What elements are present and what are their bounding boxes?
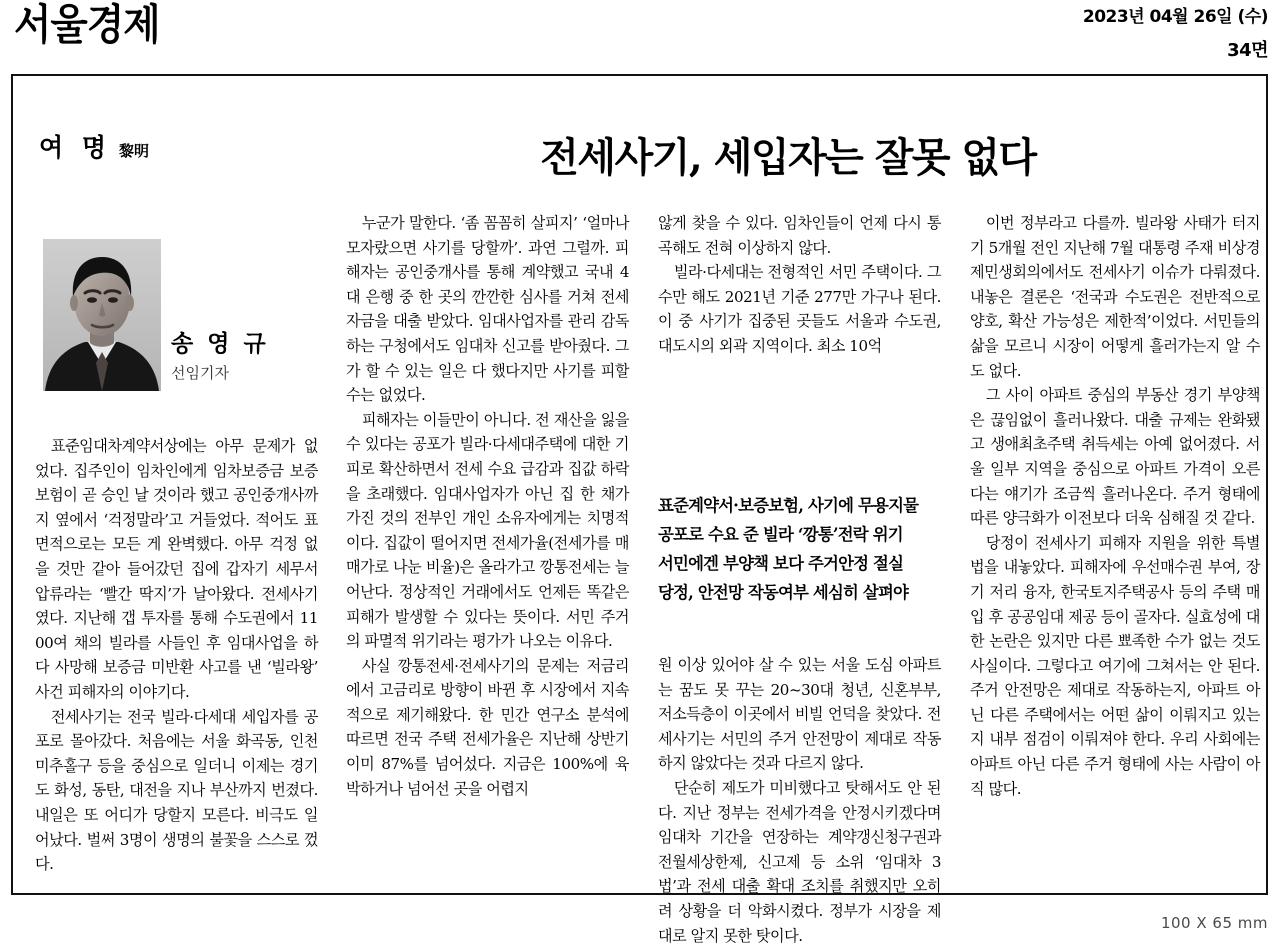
paragraph: 원 이상 있어야 살 수 있는 서울 도심 아파트는 꿈도 못 꾸는 20~30대 청년, 신혼부부, 저소득층이 이곳에서 비빌 언덕을 찾았다. 전세사기는 서민의 주거 안전망이 제대로 작동하지 않았다는 것과 다르지 않다. [658,656,941,773]
paragraph: 전세사기는 전국 빌라·다세대 세입자를 공포로 몰아갔다. 처음에는 서울 화곡동, 인천 미추홀구 등을 중심으로 일더니 이제는 경기도 화성, 동탄, 대전을 지나 부산까지 번졌다. 내일은 또 어디가 당할지 모른다. 비극도 일어났다. 벌써 3명이 생명의 불꽃을 스스로 껐다. [35,707,318,874]
paragraph: 사실 깡통전세·전세사기의 문제는 저금리에서 고금리로 방향이 바뀐 후 시장에서 지속적으로 제기해왔다. 한 민간 연구소 분석에 따르면 전국 주택 전세가율은 지난해 상반기 이미 87%를 넘어섰다. 지금은 100%에 육박하거나 넘어선 곳을 어렵지 [346,656,629,798]
masthead-meta [1083,8,1268,62]
pull-quote-line: 당정, 안전망 작동여부 세심히 살펴야 [658,583,909,602]
body-column-1 [35,434,318,877]
body-column-4 [970,211,1260,801]
pull-quote [658,491,948,607]
pull-quote-line: 서민에겐 부양책 보다 주거안정 절실 [658,554,904,573]
column-series-label-hanja: 黎明 [119,142,150,160]
paragraph: 그 사이 아파트 중심의 부동산 경기 부양책은 끊임없이 흘러나왔다. 대출 규제는 완화됐고 생애최초주택 취득세는 아예 없어졌다. 서울 일부 지역을 중심으로 아파트 가격이 오른다는 얘기가 조금씩 흘러나온다. 주거 형태에 따른 양극화가 이전보다 더욱 심해질 것 같다. [970,386,1260,528]
paragraph: 빌라·다세대는 전형적인 서민 주택이다. 그 수만 해도 2021년 기준 277만 가구나 된다. 이 중 사기가 집중된 곳들도 서울과 수도권, 대도시의 외곽 지역이다. 최소 10억 [658,263,941,355]
paragraph: 피해자는 이들만이 아니다. 전 재산을 잃을 수 있다는 공포가 빌라·다세대주택에 대한 기피로 확산하면서 전세 수요 급감과 집값 하락을 초래했다. 임대사업자가 아닌 집 한 채가 가진 것의 전부인 개인 소유자에게는 치명적이다. 집값이 떨어지면 전세가율(전세가를 매매가로 나눈 비율)은 올라가고 깡통전세는 늘어난다. 정상적인 거래에서도 언제든 똑같은 피해가 발생할 수 있다는 뜻이다. 서민 주거의 파멸적 위기라는 평가가 나오는 이유다. [346,410,629,651]
paragraph: 않게 찾을 수 있다. 임차인들이 언제 다시 통곡해도 전혀 이상하지 않다. [658,214,941,257]
paragraph: 누군가 말한다. ‘좀 꼼꼼히 살피지’ ‘얼마나 모자랐으면 사기를 당할까’. 과연 그럴까. 피해자는 공인중개사를 통해 계약했고 국내 4대 은행 중 한 곳의 깐깐한 심사를 거쳐 전세자금을 대출 받았다. 임대사업자를 관리 감독하는 구청에서도 임대차 신고를 받아줬다. 그가 할 수 있는 일은 다 했다지만 사기를 피할 수는 없었다. [346,214,629,405]
paragraph: 당정이 전세사기 피해자 지원을 위한 특별법을 내놓았다. 피해자에 우선매수권 부여, 장기 저리 융자, 한국토지주택공사 등의 주택 매입 후 공공임대 제공 등이 골자다. 실효성에 대한 논란은 있지만 다른 뾰족한 수가 없는 것도 사실이다. 그렇다고 여기에 그쳐서는 안 된다. 주거 안전망은 제대로 작동하는지, 아파트 아닌 다른 주택에서는 어떤 삶이 이뤄지고 있는지 내부 점검이 이뤄져야 한다. 우리 사회에는 아파트 아닌 다른 주거 형태에 사는 사람이 아직 많다. [970,533,1260,798]
article-headline: 전세사기, 세입자는 잘못 없다 [540,134,1036,181]
masthead [0,0,1280,74]
body-column-3-top [658,211,941,359]
pull-quote-line: 공포로 수요 준 빌라 ‘깡통’전락 위기 [658,525,903,544]
pull-quote-line: 표준계약서·보증보험, 사기에 무용지물 [658,496,919,515]
author-role: 선임기자 [171,363,229,382]
publication-date: 2023년 04월 26일 (수) [1082,7,1268,27]
paragraph: 이번 정부라고 다를까. 빌라왕 사태가 터지기 5개월 전인 지난해 7월 대통령 주재 비상경제민생회의에서도 전세사기 이슈가 다뤄졌다. 내놓은 결론은 ‘전국과 수도권은 전반적으로 양호, 확산 가능성은 제한적’이었다. 서민들의 삶을 모르니 시장이 어떻게 흘러가는지 알 수도 없다. [970,214,1260,380]
paragraph: 표준임대차계약서상에는 아무 문제가 없었다. 집주인이 임차인에게 임차보증금 보증보험이 곧 승인 날 것이라 했고 공인중개사까지 옆에서 ‘걱정말라’고 거들었다. 적어도 표면적으로는 모든 게 완벽했다. 아무 걱정 없을 것만 같아 들어갔던 집에 갑자기 세무서 압류라는 ‘빨간 딱지’가 날아왔다. 전세사기였다. 지난해 갭 투자를 통해 수도권에서 1100여 채의 빌라를 사들인 후 임대사업을 하다 사망해 보증금 미반환 사고를 낸 ‘빌라왕’ 사건 피해자의 이야기다. [35,437,318,701]
body-column-3-bottom [658,653,941,948]
author-name: 송 영 규 [171,331,269,357]
paragraph: 단순히 제도가 미비했다고 탓해서도 안 된다. 지난 정부는 전세가격을 안정시키겠다며 임대차 기간을 연장하는 계약갱신청구권과 전월세상한제, 신고제 등 소위 ‘임대차 3법’과 전세 대출 확대 조치를 취했지만 오히려 상황을 더 악화시켰다. 정부가 시장을 제대로 알지 못한 탓이다. [658,778,941,945]
body-column-2 [346,211,629,801]
page-number: 34면 [1227,39,1268,61]
clipping-size-note: 100 X 65 mm [1160,914,1268,932]
newspaper-title: 서울경제 [14,0,160,49]
column-series-label-korean: 여 명 [39,133,112,162]
